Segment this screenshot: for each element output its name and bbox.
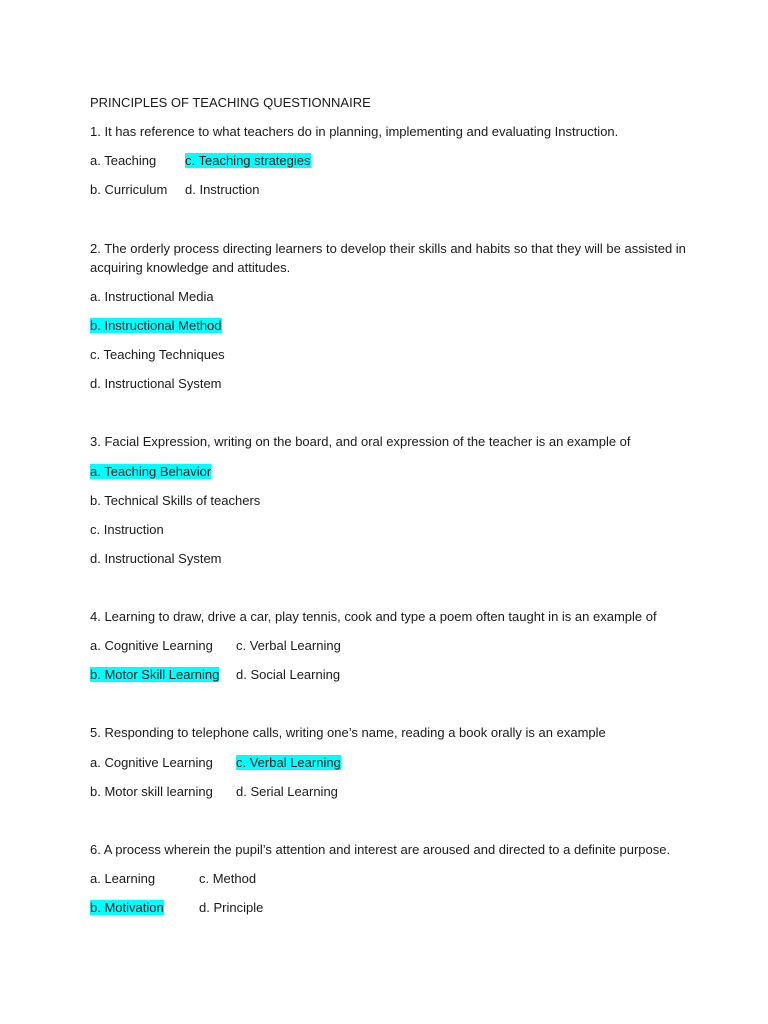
question-6-option-c: c. Method: [199, 871, 257, 886]
question-5-option-a: a. Cognitive Learning: [90, 755, 213, 770]
answer-highlight: b. Motivation: [90, 900, 164, 915]
question-4-option-b: [90, 665, 219, 684]
question-2-option-b: [90, 316, 222, 335]
question-5-option-c: [236, 753, 341, 772]
answer-highlight: c. Teaching strategies: [185, 153, 311, 168]
page-title: PRINCIPLES OF TEACHING QUESTIONNAIRE: [90, 95, 371, 110]
question-2-option-c: c. Teaching Techniques: [90, 347, 225, 362]
question-3-option-a: [90, 462, 211, 481]
question-2-text: 2. The orderly process directing learners to develop their skills and habits so that they will be assisted in acquiring knowledge and attitudes.: [90, 241, 686, 275]
question-5-text: 5. Responding to telephone calls, writing one’s name, reading a book orally is an example: [90, 725, 606, 740]
question-3-text: 3. Facial Expression, writing on the board, and oral expression of the teacher is an example of: [90, 434, 631, 449]
question-6-text: 6. A process wherein the pupil’s attention and interest are aroused and directed to a definite purpose.: [90, 842, 671, 857]
question-2-option-d: d. Instructional System: [90, 376, 222, 391]
question-2-option-a: a. Instructional Media: [90, 289, 214, 304]
question-4-option-a: a. Cognitive Learning: [90, 638, 213, 653]
question-3-option-c: c. Instruction: [90, 522, 164, 537]
question-5-option-b: b. Motor skill learning: [90, 784, 213, 799]
question-1-option-c: [185, 151, 311, 170]
question-4-text: 4. Learning to draw, drive a car, play tennis, cook and type a poem often taught in is an example of: [90, 609, 657, 624]
question-4-option-c: c. Verbal Learning: [236, 638, 341, 653]
answer-highlight: b. Motor Skill Learning: [90, 667, 220, 682]
answer-highlight: b. Instructional Method: [90, 318, 222, 333]
question-1-option-a: a. Teaching: [90, 153, 157, 168]
question-6-option-a: a. Learning: [90, 871, 156, 886]
question-1-text: 1. It has reference to what teachers do in planning, implementing and evaluating Instruction.: [90, 124, 619, 139]
question-6-option-b: [90, 898, 164, 917]
question-1-option-b: b. Curriculum: [90, 182, 168, 197]
question-3-option-b: b. Technical Skills of teachers: [90, 493, 261, 508]
question-4-option-d: d. Social Learning: [236, 667, 341, 682]
question-6-option-d: d. Principle: [199, 900, 264, 915]
question-5-option-d: d. Serial Learning: [236, 784, 338, 799]
answer-highlight: c. Verbal Learning: [236, 755, 341, 770]
answer-highlight: a. Teaching Behavior: [90, 464, 212, 479]
question-1-option-d: d. Instruction: [185, 182, 260, 197]
question-3-option-d: d. Instructional System: [90, 551, 222, 566]
